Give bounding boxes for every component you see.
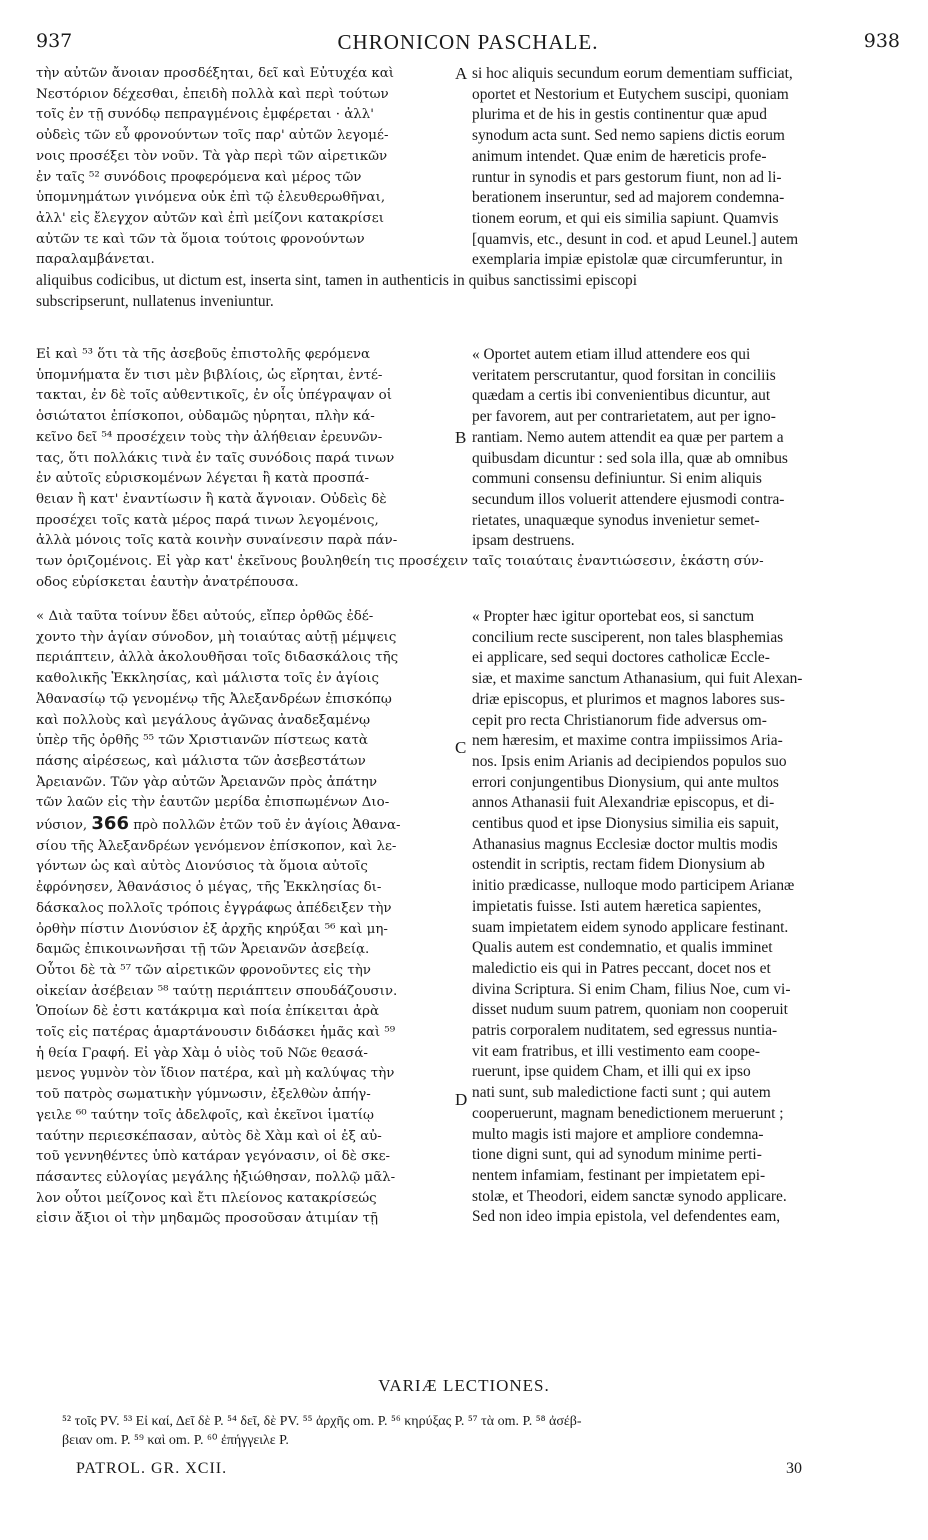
text-line: subscripserunt, nullatenus inveniuntur. [36,292,274,310]
margin-letter-d: D [455,1090,468,1109]
greek-paragraph-4 [36,837,454,1230]
text-line: ὑπομνήματα ἔν τισι μὲν βιβλίοις, ὡς εἴρηται, ἐντέ- [36,367,383,383]
text-line: patris corporalem nuditatem, sed egressus nuntia- [472,1022,778,1040]
text-line: τοῖς εἰς πατέρας ἁμαρτάνουσιν διδάσκει ἡμᾶς καὶ ⁵⁹ [36,1025,396,1041]
text-line: maledictio eis qui in Patres peccant, docet nos et [472,959,771,977]
text-line: annos Athanasii fuit Alexandriæ episcopus, et di- [472,794,775,812]
text-line: impietatis fuisse. Isti autem hæretica sapientes, [472,897,762,915]
running-title: CHRONICON PASCHALE. [337,30,599,54]
margin-letter-c: C [455,738,467,757]
text-line: οὐδεὶς τῶν εὖ φρονούντων τοῖς παρ' αὐτῶν λεγομέ- [36,128,389,144]
footnotes [62,1412,900,1450]
text-line: synodum acta sunt. Sed nemo sapiens dictis eorum [472,127,785,145]
text-line: Ἀρειανῶν. Τῶν γὰρ αὐτῶν Ἀρειανῶν πρὸς ἀπάτην [36,774,377,790]
text-line: ταύτην περιεσκέπασαν, αὐτὸς δὲ Χὰμ καὶ οἱ ἐξ αὐ- [36,1128,382,1144]
text-line: driæ episcopus, et plurimos et magnos labores sus- [472,690,785,708]
text-line: divina Scriptura. Si enim Cham, filius Noe, cum vi- [472,980,791,998]
text-line: Ἀθανασίῳ τῷ γενομένῳ τῆς Ἀλεξανδρέων ἐπισκόπῳ [36,691,392,707]
text-line: aliquibus codicibus, ut dictum est, inserta sint, tamen in authenticis in quibus sanctissimi episcopi [36,272,638,289]
margin-letter-b: B [455,428,467,447]
text-line: ἡ θεία Γραφή. Εἰ γὰρ Χὰμ ὁ υἱὸς τοῦ Νῶε θεασά- [36,1045,368,1061]
text-line: ei applicare, sed sequi doctores catholicæ Eccle- [472,649,770,667]
text-line: plurima et de his in gestis continentur quæ apud [472,106,767,124]
text-line: tione digni sunt, qui ad synodum minime perti- [472,1146,762,1164]
text-line: τοῦ πατρὸς σωματικὴν γύμνωσιν, ἐξελθὼν ἀπήγ- [36,1087,371,1103]
text-line: των ὁριζομένοις. Εἰ γὰρ κατ' ἐκεῖνους βουληθείη τις προσέχειν ταῖς τοιαύταις ἐναντιώσεσιν, ἑκάστη σύν- [36,554,764,569]
text-line: Ὁποίων δὲ ἐστι κατάκριμα καὶ ποία ἐπίκειται ἀρὰ [36,1004,380,1020]
text-line: τακται, ἐν δὲ τοῖς αὐθεντικοῖς, ἐν οἷς ὑπέγραψαν οἱ [36,388,392,404]
text-line: rietates, unaquæque synodus invenietur semet- [472,511,760,529]
greek-line-366-start: νύσιον, [36,818,92,834]
latin-column-block-3 [472,607,892,1228]
column-number-366: 366 [91,814,129,835]
text-line: ὑπομνημάτων γινόμενα οὐκ ἐπὶ τῷ ἐλευθερωθῆναι, [36,190,386,206]
text-line: errori conjungentibus Dionysium, qui ante multos [472,773,779,791]
text-line: runtur in synodis et pars gestorum fiunt, non ad li- [472,168,782,186]
text-line: Qualis autem est condemnatio, et qualis imminet [472,939,773,957]
variae-lectiones-heading: VARIÆ LECTIONES. [378,1376,550,1395]
greek-paragraph-3 [36,607,454,814]
text-line: τὴν αὐτῶν ἄνοιαν προσδέξηται, δεῖ καὶ Εὐτυχέα καὶ [36,66,395,81]
text-line: λον οὗτοι μείζονος καὶ ἔτι πλείονος κατακρίσεώς [36,1190,377,1206]
text-line: centibus quod et ipse Dionysius similia eis sapuit, [472,815,779,833]
text-line: « Propter hæc igitur oportebat eos, si sanctum [472,608,755,625]
text-line: si hoc aliquis secundum eorum dementiam sufficiat, [472,65,793,82]
page-header [36,30,900,56]
text-line: αὐτῶν τε καὶ τῶν τὰ ὅμοια τούτοις φρονούντων [36,231,365,247]
text-line: γόντων ὡς καὶ αὐτὸς Διονύσιος τὰ ὅμοια αὐτοῖς [36,859,368,875]
text-line: τας, ὅτι πολλάκις τινὰ ἐν ταῖς συνόδοις παρά τινων [36,450,395,466]
text-line: περιάπτειν, ἀλλὰ ἀκολουθῆσαι τοῖς διδασκάλοις τῆς [36,650,399,666]
greek-full-width-2 [36,552,900,593]
text-line: stolæ, et Theodori, eidem sanctæ synodo applicare. [472,1187,787,1205]
text-line: ἐν ταῖς ⁵² συνόδοις προφερόμενα καὶ μέρος τῶν [36,169,362,185]
text-line: βειαν om. P. ⁵⁹ καὶ om. P. ⁶⁰ ἐπήγγειλε P. [62,1433,289,1448]
greek-column-block-2 [36,345,454,552]
text-line: σίου τῆς Ἀλεξανδρέων γενόμενον ἐπίσκοπον, καὶ λε- [36,838,397,854]
latin-column-block-2 [472,345,892,552]
text-line: communi consensu definiuntur. Si enim aliquis [472,470,762,488]
text-line: suam impietatem eidem synodo applicare festinant. [472,918,789,936]
text-line: ἐν αὐτοῖς εὑρισκομένων λέγεται ἢ κατὰ προσπά- [36,471,370,487]
text-line: nati sunt, sub maledictione facti sunt ; qui autem [472,1084,771,1102]
latin-full-width-1 [36,271,900,312]
text-line: per favorem, aut per contrarietatem, aut per igno- [472,408,776,426]
text-line: tionem eorum, et qui eis similia sapiunt. Quamvis [472,209,779,227]
greek-line-366-end: πρὸ πολλῶν ἐτῶν τοῦ ἐν ἁγίοις Ἀθανα- [128,818,401,834]
text-line: Νεστόριον δέχεσθαι, ἐπειδὴ πολλὰ καὶ περὶ τούτων [36,86,389,102]
text-line: μενος γυμνὸν τὸν ἴδιον πατέρα, καὶ μὴ καλύψας τὴν [36,1066,395,1082]
text-line: ἐφρόνησεν, Ἀθανάσιος ὁ μέγας, τῆς Ἐκκλησίας δι- [36,880,382,896]
text-line: secundum illos voluerit attendere ejusmodi contra- [472,490,785,508]
text-line: exemplaria impiæ epistolæ quæ circumferuntur, in [472,251,783,269]
text-line: δαμῶς ἐπικοινωνῆσαι τῇ τῶν Ἀρειανῶν ἀσεβείᾳ. [36,942,370,958]
text-line: Οὗτοι δὲ τὰ ⁵⁷ τῶν αἱρετικῶν φρονοῦντες εἰς τὴν [36,962,371,978]
greek-column-block-3 [36,607,454,1230]
text-line: vit eam fratribus, et illi vestimento eam coope- [472,1042,761,1060]
margin-letter-a: A [455,64,468,83]
text-line: [quamvis, etc., desunt in cod. et apud Leunel.] autem [472,230,799,248]
text-line: τοῦ γεννηθέντες ὑπὸ κατάραν γεγόνασιν, οἱ δὲ σκε- [36,1149,391,1165]
text-line: ruerunt, ipse quidem Cham, et illi qui ex ipso [472,1063,751,1081]
text-line: οἰκείαν ἀσέβειαν ⁵⁸ ταύτῃ περιάπτειν σπουδάζουσιν. [36,983,398,999]
page-number-right: 938 [863,30,900,52]
text-line: nos. Ipsis enim Arianis ad decipiendos populos suo [472,752,787,770]
text-line: nentem infamiam, festinant per impietatem epi- [472,1166,766,1184]
text-line: ⁵² τοῖς PV. ⁵³ Εἰ καί, Δεῖ δὲ P. ⁵⁴ δεῖ, δὲ PV. ⁵⁵ ἀρχῆς om. P. ⁵⁶ κηρύξας P. ⁵⁷ τὰ om. P. ⁵⁸ ἀσέβ- [62,1414,582,1429]
text-line: ἀλλ' εἰς ἔλεγχον αὐτῶν καὶ ἐπὶ μείζονι κατακρίσει [36,210,384,226]
text-line: εἰσιν ἄξιοι οἱ τὴν μηδαμῶς προσοῦσαν ἀτιμίαν τῇ [36,1211,378,1227]
text-line: τῶν λαῶν εἰς τὴν ἑαυτῶν μερίδα ἐπισπωμένων Διο- [36,795,390,811]
text-line: πάσης αἱρέσεως, καὶ μάλιστα τῶν ἀσεβεστάτων [36,753,366,769]
text-line: ἀλλὰ μόνοις τοῖς κατὰ κοινὴν συναίνεσιν παρὰ πάν- [36,533,398,549]
text-line: νοις προσέξει τὸν νοῦν. Τὰ γὰρ περὶ τῶν αἱρετικῶν [36,148,388,164]
text-line: θειαν ἢ κατ' ἐναντίωσιν ἢ κατὰ ἄγνοιαν. Οὐδεὶς δὲ [36,491,387,507]
text-line: πάσαντες εὐλογίας μεγάλης ἠξιώθησαν, πολλῷ μᾶλ- [36,1169,396,1185]
text-line: καθολικῆς Ἐκκλησίας, καὶ μάλιστα τοῖς ἐν ἁγίοις [36,671,379,687]
text-line: ipsam destruens. [472,532,575,550]
text-line: Εἰ καὶ ⁵³ ὅτι τὰ τῆς ἀσεβοῦς ἐπιστολῆς φερόμενα [36,347,371,362]
text-line: oportet et Nestorium et Eutychem suscipi, quoniam [472,85,789,103]
text-line: quibusdam dicuntur : sed sola illa, quæ ab omnibus [472,449,788,467]
text-line: προσέχει τοῖς κατὰ μέρος παρά τινων λεγομένοις, [36,512,379,528]
text-line: animum intendet. Quæ enim de hæreticis profe- [472,147,767,165]
text-line: concilium recte susciperent, non tales blasphemias [472,628,784,646]
text-line: ostendit in scriptis, rectam fidem Dionysium ab [472,856,765,874]
footer-signature: 30 [786,1460,802,1477]
text-line: cepit pro recta Christianorum fide adversus om- [472,711,767,729]
text-line: « Oportet autem etiam illud attendere eos qui [472,346,751,363]
text-line: siæ, et maxime sanctum Athanasium, qui fuit Alexan- [472,670,803,688]
text-line: cooperuerunt, magnam benedictionem meruerunt ; [472,1104,784,1122]
text-line: δάσκαλος πολλοῖς τρόποις ἐγγράφως ἀπέδειξεν τὴν [36,900,392,916]
page-number-left: 937 [36,30,73,52]
greek-column-block-1 [36,64,454,271]
text-line: rantiam. Nemo autem attendit ea quæ per partem a [472,428,784,446]
text-line: disset nudum suum patrem, quoniam non cooperuit [472,1001,788,1019]
text-line: Sed non ideo impia epistola, vel defendentes eam, [472,1208,781,1226]
text-line: nem hæresim, et maxime contra impiissimos Aria- [472,732,783,750]
greek-line-366 [36,814,454,837]
text-line: χοντο τὴν ἁγίαν σύνοδον, μὴ τοιαύτας αὐτῇ μέμψεις [36,629,397,645]
text-line: οδος εὑρίσκεται ἑαυτὴν ἀνατρέπουσα. [36,574,299,590]
text-line: multo magis isti majore et ampliore condemna- [472,1125,764,1143]
text-line: ὑπὲρ τῆς ὀρθῆς ⁵⁵ τῶν Χριστιανῶν πίστεως κατὰ [36,733,368,749]
text-line: κεῖνο δεῖ ⁵⁴ προσέχειν τοὺς τὴν ἀλήθειαν ἐρευνῶν- [36,429,383,445]
footer-series: PATROL. GR. XCII. [76,1460,228,1477]
text-line: initio prædicasse, nulloque modo participem Arianæ [472,877,795,895]
text-line: veritatem perscrutantur, quod forsitan in conciliis [472,366,776,384]
text-line: καὶ πολλοὺς καὶ μεγάλους ἀγῶνας ἀναδεξαμένῳ [36,712,371,728]
text-line: Athanasius magnus Ecclesiæ doctor multis modis [472,835,778,853]
text-line: παραλαμβάνεται. [36,252,155,268]
text-line: γειλε ⁶⁰ ταύτην τοῖς ἀδελφοῖς, καὶ ἐκεῖνοι ἱματίῳ [36,1107,374,1123]
text-line: τοῖς ἐν τῇ συνόδῳ πεπραγμένοις ἐμφέρεται · ἀλλ' [36,107,374,123]
latin-column-block-1 [472,64,892,271]
text-line: ὀρθὴν πίστιν Διονύσιον ἐξ ἀρχῆς κηρύξαι ⁵⁶ καὶ μη- [36,921,388,937]
text-line: ὁσιώτατοι ἐπίσκοποι, οὐδαμῶς ηὑρηται, πλὴν κά- [36,409,375,425]
text-line: berationem inseruntur, sed ad majorem condemna- [472,189,785,207]
text-line: « Διὰ ταῦτα τοίνυν ἔδει αὐτούς, εἴπερ ὀρθῶς ἐδέ- [36,609,374,624]
text-line: quædam a certis ibi convenientibus dicuntur, aut [472,387,771,405]
